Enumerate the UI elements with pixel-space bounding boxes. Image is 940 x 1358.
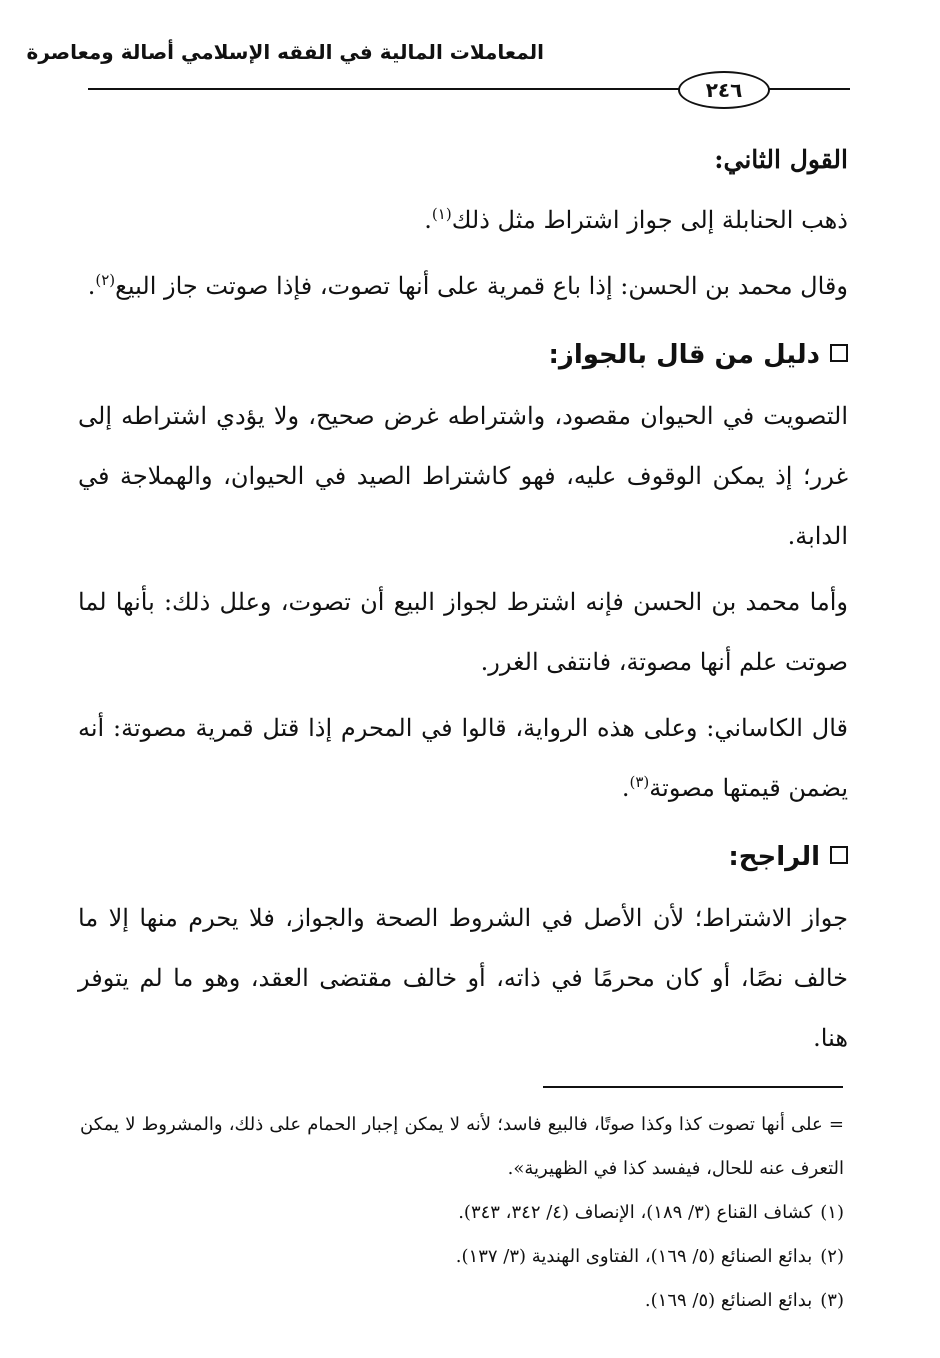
heading-evidence (78, 326, 848, 384)
footnote-ref-1[interactable]: (١) (431, 205, 452, 223)
paragraph-hanbali: ذهب الحنابلة إلى جواز اشتراط مثل ذلك$^{(١)}$. (424, 205, 848, 234)
footnote-number: (٣) (820, 1290, 844, 1311)
footnote-item (80, 1191, 844, 1235)
main-text (78, 130, 848, 1068)
paragraph-kasani-text: قال الكاساني: وعلى هذه الرواية، قالوا في المحرم إذا قتل قمرية مصوتة: أنه يضمن قيمتها مصوتة (78, 714, 848, 802)
footnote-number: (١) (820, 1202, 844, 1223)
footnote-text: كشاف القناع (٣/ ١٨٩)، الإنصاف (٤/ ٣٤٢، ٣٤٣). (458, 1202, 813, 1223)
paragraph-muhammad-reason: وأما محمد بن الحسن فإنه اشترط لجواز البيع أن تصوت، وعلل ذلك: بأنها لما صوتت علم أنها مصوتة، فانتفى الغرر. (78, 588, 848, 676)
footnote-ref-3[interactable]: (٣) (629, 773, 650, 791)
paragraph-muhammad: وقال محمد بن الحسن: إذا باع قمرية على أنها تصوت، فإذا صوتت جاز البيع$^{(٢)}$. (87, 271, 848, 300)
footnote-text: بدائع الصنائع (٥/ ١٦٩). (644, 1290, 813, 1311)
paragraph-hanbali-text: ذهب الحنابلة إلى جواز اشتراط مثل ذلك (451, 206, 848, 234)
square-bullet-icon (830, 344, 848, 362)
square-bullet-icon (830, 846, 848, 864)
footnote-text: بدائع الصنائع (٥/ ١٦٩)، الفتاوى الهندية (٣/ ١٣٧). (455, 1246, 813, 1267)
footnote-number: (٢) (820, 1246, 844, 1267)
footnote-item (80, 1279, 844, 1323)
footnote-continuation: = على أنها تصوت كذا وكذا صوتًا، فالبيع فاسد؛ لأنه لا يمكن إجبار الحمام على ذلك، والمشروط لا يمكن التعرف عنه للحال، فيفسد كذا في الظهيرية». (80, 1114, 844, 1179)
heading-evidence-text: دليل من قال بالجواز: (548, 340, 820, 370)
heading-preponderant-text: الراجح: (728, 842, 820, 872)
paragraph-muhammad-text: وقال محمد بن الحسن: إذا باع قمرية على أنها تصوت، فإذا صوتت جاز البيع (115, 272, 848, 300)
page-number: ٢٤٦ (678, 71, 770, 109)
paragraph-evidence: التصويت في الحيوان مقصود، واشتراطه غرض صحيح، ولا يؤدي اشتراطه إلى غرر؛ إذ يمكن الوقوف عليه، فهو كاشتراط الصيد في الحيوان، والهملاجة في الدابة. (78, 402, 848, 550)
footnote-separator (543, 1086, 843, 1088)
subheading-second-opinion: القول الثاني: (714, 145, 848, 174)
footnotes (80, 1103, 844, 1323)
heading-preponderant (78, 828, 848, 886)
paragraph-preponderant: جواز الاشتراط؛ لأن الأصل في الشروط الصحة والجواز، فلا يحرم منها إلا ما خالف نصًا، أو كان محرمًا في ذاته، أو خالف مقتضى العقد، وهو ما لم يتوفر هنا. (78, 904, 848, 1052)
footnote-ref-2[interactable]: (٢) (95, 271, 116, 289)
footnote-item (80, 1235, 844, 1279)
paragraph-kasani: قال الكاساني: وعلى هذه الرواية، قالوا في المحرم إذا قتل قمرية مصوتة: أنه يضمن قيمتها مصوتة$^{(٣)}$. (78, 714, 848, 802)
running-title: المعاملات المالية في الفقه الإسلامي أصالة ومعاصرة (26, 40, 544, 64)
